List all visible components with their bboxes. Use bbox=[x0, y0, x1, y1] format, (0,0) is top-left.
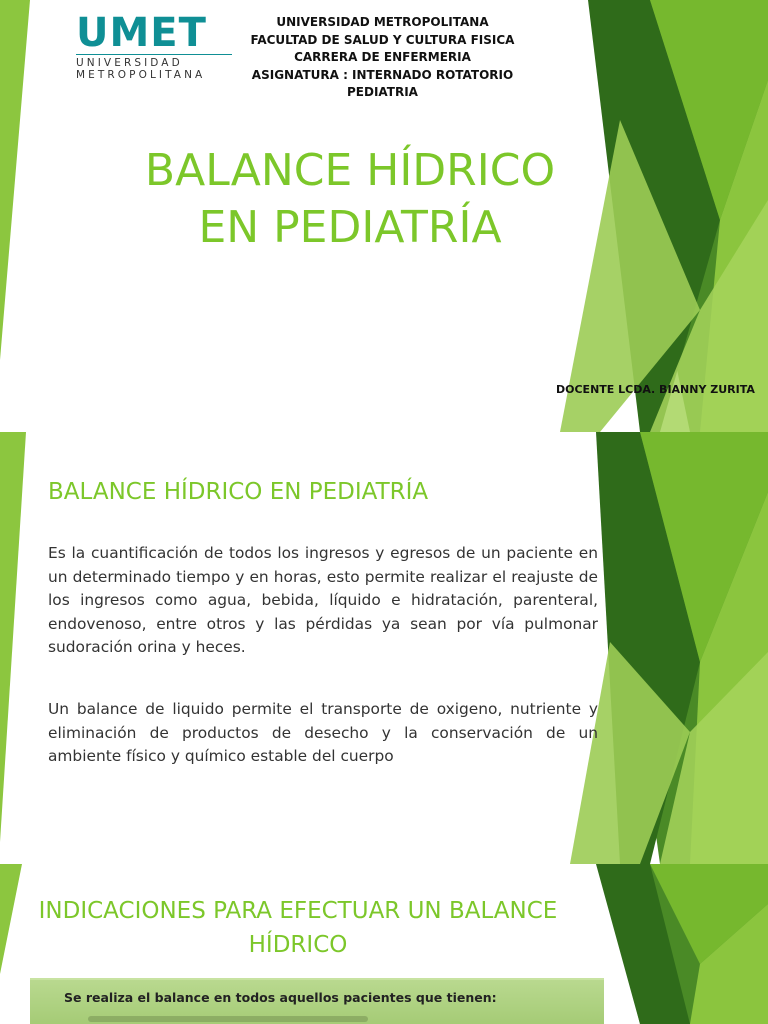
main-title bbox=[100, 142, 600, 256]
function-paragraph: Un balance de liquido permite el transporte de oxigeno, nutriente y eliminación de productos de desecho y la conservación de un ambiente físico y químico estable del cuerpo bbox=[48, 700, 598, 765]
main-title-line: EN PEDIATRÍA bbox=[198, 202, 502, 253]
indications-image-text: Se realiza el balance en todos aquellos pacientes que tienen: bbox=[64, 990, 497, 1005]
umet-logo bbox=[76, 12, 232, 82]
docente-label: DOCENTE LCDA. BIANNY ZURITA bbox=[556, 383, 755, 396]
image-blurred-line bbox=[88, 1016, 368, 1022]
indications-title-line: HÍDRICO bbox=[248, 932, 348, 958]
header-line: UNIVERSIDAD METROPOLITANA bbox=[276, 15, 489, 29]
header-line: ASIGNATURA : INTERNADO ROTATORIO bbox=[251, 67, 514, 82]
slide-title bbox=[0, 0, 768, 432]
header-line: CARRERA DE ENFERMERIA bbox=[294, 50, 471, 64]
main-title-line: BALANCE HÍDRICO bbox=[144, 145, 556, 196]
slide-indications bbox=[0, 864, 768, 1024]
indications-title bbox=[0, 894, 596, 962]
indications-title-line: INDICACIONES PARA EFECTUAR UN BALANCE bbox=[38, 898, 558, 924]
logo-main-text: UMET bbox=[76, 10, 207, 56]
header-line: FACULTAD DE SALUD Y CULTURA FISICA bbox=[250, 32, 515, 47]
indications-image bbox=[30, 978, 604, 1024]
header-line: PEDIATRIA bbox=[347, 85, 418, 99]
logo-sub-text: UNIVERSIDAD METROPOLITANA bbox=[76, 54, 232, 81]
slide-definition bbox=[0, 432, 768, 864]
institution-header bbox=[230, 14, 535, 102]
section-title: BALANCE HÍDRICO EN PEDIATRÍA bbox=[48, 479, 429, 505]
definition-paragraph: Es la cuantificación de todos los ingresos y egresos de un paciente en un determinado tiempo y en horas, esto permite realizar el reajuste de los ingresos como agua, bebida, líquido e hidratación, parenteral, endovenoso, entre otros y las pérdidas ya sean por vía pulmonar sudoración orina y heces. bbox=[48, 544, 598, 656]
